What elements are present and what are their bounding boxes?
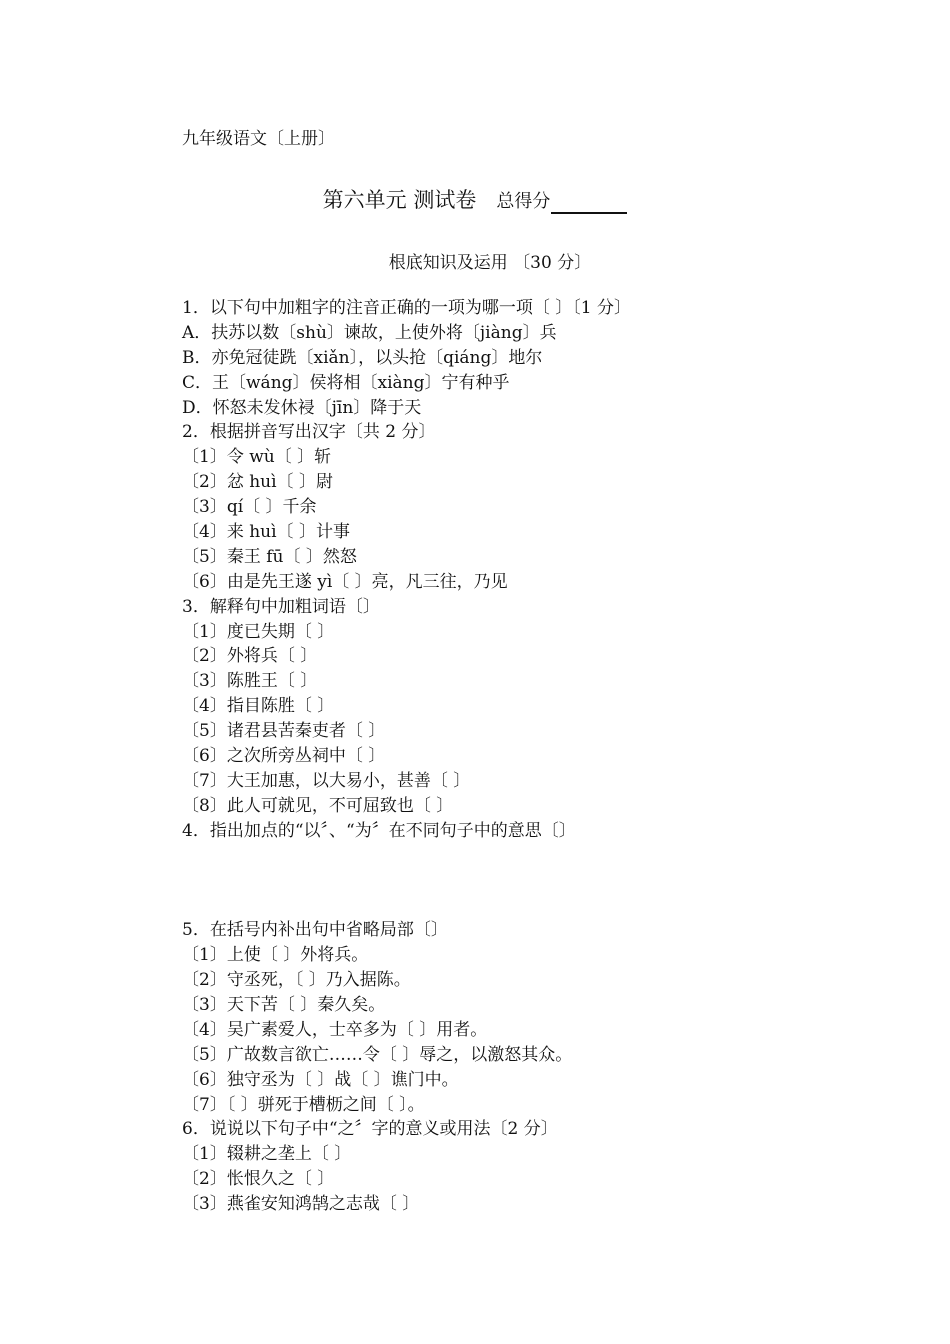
question-line: C．王〔wáng〕侯将相〔xiàng〕宁有种乎 — [182, 372, 510, 393]
question-line: 4．指出加点的“以〞、“为〞在不同句子中的意思〔〕 — [182, 820, 576, 841]
question-block-2 — [182, 918, 922, 1217]
question-line: 〔3〕qí〔 〕千余 — [182, 497, 317, 518]
question-line: 6．说说以下句子中“之〞字的意义或用法〔2 分〕 — [182, 1119, 558, 1140]
question-line: D．怀怒未发休祲〔jīn〕降于天 — [182, 397, 422, 418]
question-line: 〔3〕天下苦〔 〕秦久矣。 — [182, 994, 386, 1015]
question-line: 〔2〕守丞死，〔 〕乃入据陈。 — [182, 970, 411, 991]
question-line: 〔1〕度已失期〔 〕 — [182, 621, 335, 642]
question-line: 〔2〕忿 huì〔 〕尉 — [182, 472, 333, 493]
question-line: 〔4〕来 huì〔 〕计事 — [182, 522, 350, 543]
question-line: 〔6〕独守丞为〔 〕战〔 〕谯门中。 — [182, 1069, 459, 1090]
question-line: 〔3〕陈胜王〔 〕 — [182, 671, 318, 692]
question-line: 5．在括号内补出句中省略局部〔〕 — [182, 920, 448, 941]
question-line: 〔3〕燕雀安知鸿鹄之志哉〔 〕 — [182, 1194, 420, 1215]
question-line: 〔6〕之次所旁丛祠中〔 〕 — [182, 746, 386, 767]
question-line: 〔7〕〔 〕骈死于槽枥之间〔 〕。 — [182, 1094, 425, 1115]
question-line: 〔1〕令 wù〔 〕斩 — [182, 447, 332, 468]
question-line: 〔4〕吴广素爱人，士卒多为〔 〕用者。 — [182, 1019, 488, 1040]
question-list — [182, 296, 922, 1217]
exam-title: 第六单元 测试卷 — [322, 188, 477, 212]
question-line: 2．根据拼音写出汉字〔共 2 分〕 — [182, 422, 436, 443]
question-line: A．扶苏以数〔shù〕谏故，上使外将〔jiàng〕兵 — [182, 322, 557, 343]
total-score-blank — [551, 194, 627, 214]
section-heading: 根底知识及运用 〔30 分〕 — [388, 253, 592, 273]
question-line: 〔5〕广故数言欲亡……令〔 〕辱之，以激怒其众。 — [182, 1044, 573, 1065]
question-block-1 — [182, 296, 922, 844]
question-line: 〔4〕指目陈胜〔 〕 — [182, 696, 335, 717]
question-line: 1．以下句中加粗字的注音正确的一项为哪一项〔 〕〔1 分〕 — [182, 298, 631, 318]
question-line: 〔8〕此人可就见，不可屈致也〔 〕 — [182, 795, 454, 816]
question-line: 〔1〕辍耕之垄上〔 〕 — [182, 1144, 352, 1165]
question-line: 〔5〕秦王 fū〔 〕然怒 — [182, 546, 357, 567]
answer-space-q4 — [182, 844, 922, 919]
question-line: 〔2〕怅恨久之〔 〕 — [182, 1169, 335, 1190]
question-line: 〔7〕大王加惠，以大易小，甚善〔 〕 — [182, 770, 471, 791]
question-line: 3．解释句中加粗词语〔〕 — [182, 596, 380, 617]
question-line: B．亦免冠徒跣〔xiǎn〕，以头抢〔qiáng〕地尔 — [182, 347, 543, 368]
grade-header: 九年级语文〔上册〕 — [182, 129, 335, 149]
question-line: 〔6〕由是先王遂 yì〔 〕亮，凡三往，乃见 — [182, 571, 508, 592]
question-line: 〔2〕外将兵〔 〕 — [182, 646, 318, 667]
question-line: 〔1〕上使〔 〕外将兵。 — [182, 945, 369, 966]
exam-title-row — [0, 184, 950, 214]
total-score-label: 总得分 — [496, 191, 551, 212]
question-line: 〔5〕诸君县苦秦吏者〔 〕 — [182, 721, 386, 742]
